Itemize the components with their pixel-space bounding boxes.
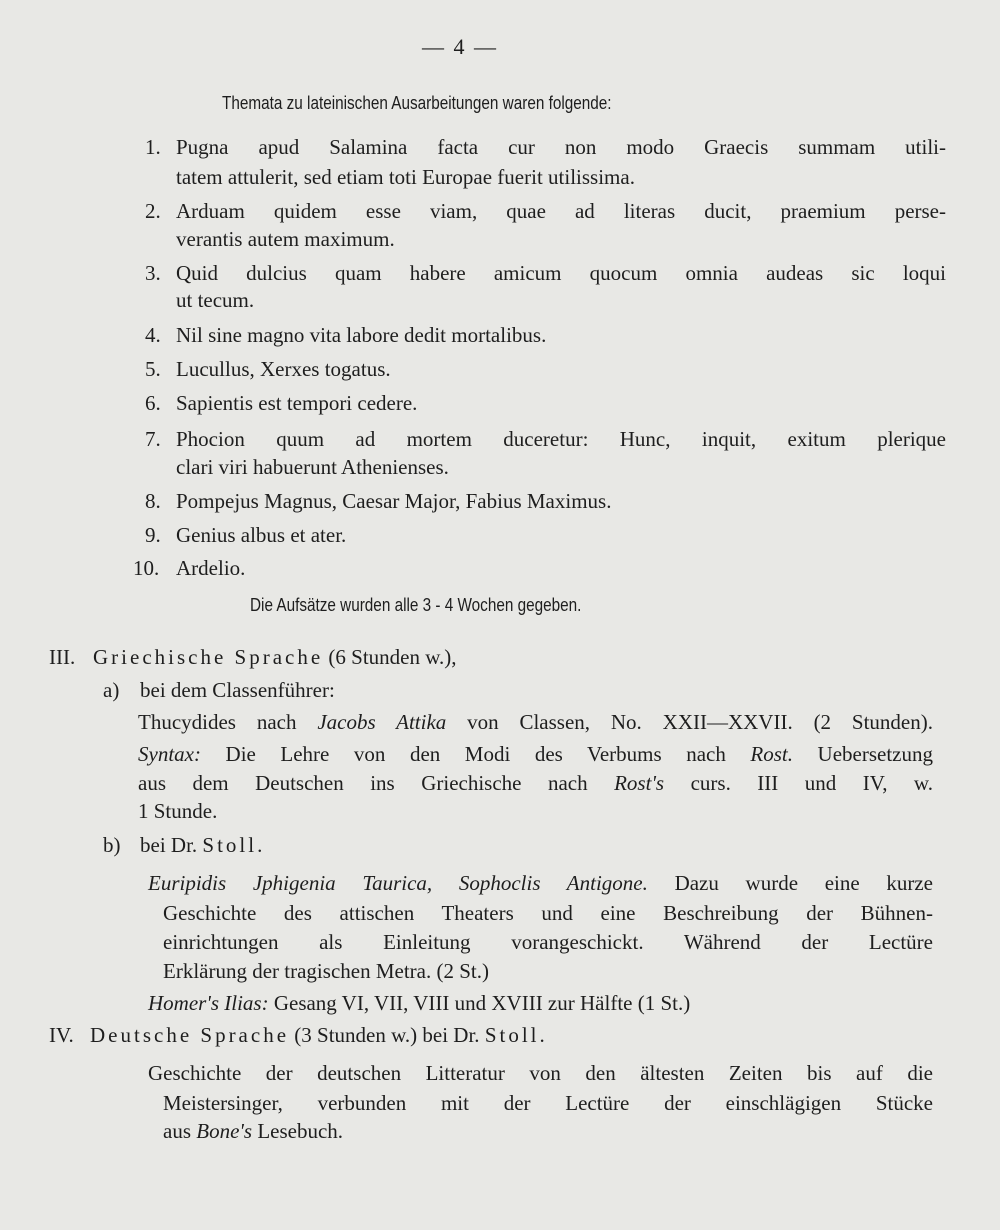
text-segment: Sapientis est tempori cedere. <box>176 391 418 415</box>
text-segment: Arduam quidem esse viam, quae ad literas ducit, praemium perse- <box>176 199 946 223</box>
list-number: 2. <box>145 199 161 223</box>
text-segment: Geschichte der deutschen Litteratur von den ältesten Zeiten bis auf die <box>148 1061 933 1085</box>
list-number: 3. <box>145 261 161 285</box>
text-segment: Quid dulcius quam habere amicum quocum omnia audeas sic loqui <box>176 261 946 285</box>
italic-text: Bone's <box>196 1119 253 1143</box>
text-line <box>163 1090 933 1116</box>
text-segment: einrichtungen als Einleitung vorangeschickt. Während der Lectüre <box>163 930 933 954</box>
text-segment: Thucydides nach <box>138 710 318 734</box>
text-segment: bei Dr. <box>140 833 203 857</box>
text-segment: Themata zu lateinischen Ausarbeitungen waren folgende: <box>222 93 612 113</box>
list-number: IV. <box>49 1023 74 1047</box>
list-number: 6. <box>145 391 161 415</box>
list-number: 7. <box>145 427 161 451</box>
text-segment: tatem attulerit, sed etiam toti Europae fuerit utilissima. <box>176 165 635 189</box>
text-line <box>176 260 946 286</box>
text-line <box>176 134 946 160</box>
italic-text: Rost's <box>614 771 665 795</box>
text-segment: Dazu wurde eine kurze <box>647 871 933 895</box>
text-line <box>176 488 611 514</box>
text-line <box>176 522 346 548</box>
text-segment: Lucullus, Xerxes togatus. <box>176 357 391 381</box>
text-segment: Phocion quum ad mortem duceretur: Hunc, inquit, exitum plerique <box>176 427 946 451</box>
text-segment: Uebersetzung <box>793 742 933 766</box>
italic-text: Jacobs Attika <box>317 710 447 734</box>
spaced-heading-text: Stoll. <box>484 1023 548 1047</box>
text-segment: Die Lehre von den Modi des Verbums nach <box>200 742 751 766</box>
text-segment: Meistersinger, verbunden mit der Lectüre der einschlägigen Stücke <box>163 1091 933 1115</box>
text-segment: Pugna apud Salamina facta cur non modo Graecis summam utili- <box>176 135 946 159</box>
list-number: a) <box>103 678 120 702</box>
text-line <box>138 741 933 767</box>
text-line <box>163 929 933 955</box>
text-line <box>176 226 395 252</box>
text-segment: Pompejus Magnus, Caesar Major, Fabius Maximus. <box>176 489 612 513</box>
spaced-heading-text: Stoll. <box>202 833 266 857</box>
text-line <box>250 592 581 618</box>
text-line <box>90 1022 548 1048</box>
text-segment: verantis autem maximum. <box>176 227 395 251</box>
text-line <box>176 198 946 224</box>
text-segment: curs. III und IV, w. <box>664 771 933 795</box>
text-line <box>93 644 457 670</box>
text-segment: (6 Stunden w.), <box>323 645 457 669</box>
text-line <box>176 555 245 581</box>
list-number: 4. <box>145 323 161 347</box>
list-number: 1. <box>145 135 161 159</box>
list-number: 10. <box>133 556 160 580</box>
text-segment: aus <box>163 1119 197 1143</box>
text-line <box>138 770 933 796</box>
text-line <box>148 1060 933 1086</box>
text-line <box>138 798 217 824</box>
list-number: 8. <box>145 489 161 513</box>
italic-text: Syntax: <box>138 742 201 766</box>
italic-text: Euripidis Jphigenia Taurica, Sophoclis Antigone. <box>148 871 648 895</box>
text-line <box>176 356 391 382</box>
list-number: 5. <box>145 357 161 381</box>
text-segment: von Classen, No. XXII—XXVII. (2 Stunden). <box>446 710 933 734</box>
list-number: 9. <box>145 523 161 547</box>
text-segment: Erklärung der tragischen Metra. (2 St.) <box>163 959 489 983</box>
text-line <box>176 454 449 480</box>
text-line <box>140 677 335 703</box>
text-line <box>138 709 933 735</box>
text-segment: ut tecum. <box>176 288 255 312</box>
text-segment: Ardelio. <box>176 556 246 580</box>
text-line <box>222 90 612 116</box>
text-line <box>163 958 489 984</box>
text-line <box>176 390 417 416</box>
text-segment: Geschichte des attischen Theaters und eine Beschreibung der Bühnen- <box>163 901 933 925</box>
text-line <box>148 870 933 896</box>
text-line <box>140 832 265 858</box>
text-line <box>163 1118 343 1144</box>
italic-text: Rost. <box>750 742 793 766</box>
text-line <box>148 990 690 1016</box>
text-line <box>176 164 635 190</box>
text-line <box>176 287 254 313</box>
text-segment: bei dem Classenführer: <box>140 678 335 702</box>
text-segment: Nil sine magno vita labore dedit mortalibus. <box>176 323 547 347</box>
text-segment: Genius albus et ater. <box>176 523 347 547</box>
text-segment: Lesebuch. <box>252 1119 344 1143</box>
text-segment: (3 Stunden w.) bei Dr. <box>289 1023 485 1047</box>
spaced-heading-text: Deutsche Sprache <box>90 1023 290 1047</box>
list-number: III. <box>49 645 76 669</box>
text-segment: clari viri habuerunt Athenienses. <box>176 455 449 479</box>
text-line <box>176 322 546 348</box>
text-line <box>163 900 933 926</box>
text-line <box>176 426 946 452</box>
page-number: — 4 — <box>422 34 498 59</box>
italic-text: Homer's Ilias: <box>148 991 269 1015</box>
text-segment: 1 Stunde. <box>138 799 218 823</box>
text-segment: Die Aufsätze wurden alle 3 - 4 Wochen gegeben. <box>250 595 582 615</box>
list-number: b) <box>103 833 121 857</box>
text-segment: aus dem Deutschen ins Griechische nach <box>138 771 615 795</box>
text-segment: Gesang VI, VII, VIII und XVIII zur Hälfte (1 St.) <box>268 991 691 1015</box>
spaced-heading-text: Griechische Sprache <box>93 645 324 669</box>
